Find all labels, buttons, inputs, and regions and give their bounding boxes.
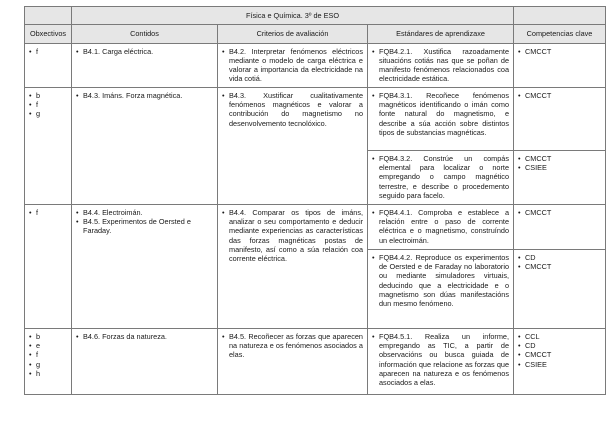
empty-corner-cell: [514, 7, 606, 25]
obxectivo-item: • f: [29, 350, 67, 359]
competencia-item: • CMCCT: [518, 91, 601, 100]
header-criterios: Criterios de avaliación: [218, 25, 368, 43]
estandar-cell: [368, 150, 514, 204]
competencia-item: • CMCCT: [518, 350, 601, 359]
obxectivo-item: • g: [29, 360, 67, 369]
contidos-cell: [72, 43, 218, 87]
competencias-cell: [514, 204, 606, 249]
criterio-item: • B4.5. Recoñecer as forzas que aparecen na natureza e os fenómenos asociados a elas.: [222, 332, 363, 360]
obxectivo-item: • b: [29, 332, 67, 341]
contido-item: • B4.5. Experimentos de Oersted e Faraday.: [76, 217, 213, 236]
competencia-item: • CMCCT: [518, 208, 601, 217]
competencias-cell: [514, 328, 606, 394]
table-row: [25, 204, 606, 249]
estandar-item: • FQB4.5.1. Realiza un informe, empregando as TIC, a partir de observacións ou busca guiada de información que relacione as forzas que aparecen na natureza e os fenómenos asociados a elas.: [372, 332, 509, 388]
estandar-item: • FQB4.3.1. Recoñece fenómenos magnéticos identificando o imán como fonte natural do magnetismo, e describe a súa acción sobre distintos tipos de substancias magnéticas.: [372, 91, 509, 137]
estandar-cell: [368, 204, 514, 249]
empty-corner-cell: [25, 7, 72, 25]
competencia-item: • CSIEE: [518, 360, 601, 369]
contido-item: • B4.3. Imáns. Forza magnética.: [76, 91, 213, 100]
contido-item: • B4.4. Electroimán.: [76, 208, 213, 217]
obxectivo-item: • b: [29, 91, 67, 100]
criterio-item: • B4.3. Xustificar cualitativamente fenómenos magnéticos e valorar a contribución do magnetismo no desenvolvemento tecnolóxico.: [222, 91, 363, 128]
header-obxectivos: Obxectivos: [25, 25, 72, 43]
competencias-cell: [514, 249, 606, 328]
table-title: Física e Química. 3º de ESO: [72, 7, 514, 25]
criterio-cell: [218, 204, 368, 328]
criterio-cell: [218, 87, 368, 204]
table-row: [25, 328, 606, 394]
contidos-cell: [72, 328, 218, 394]
competencia-item: • CSIEE: [518, 163, 601, 172]
curriculum-table: [24, 6, 606, 395]
estandar-item: • FQB4.3.2. Constrúe un compás elemental para localizar o norte empregando o campo magnético terrestre, e describe o procedemento seguido para facelo.: [372, 154, 509, 200]
competencia-item: • CCL: [518, 332, 601, 341]
obxectivo-item: • h: [29, 369, 67, 378]
competencia-item: • CD: [518, 341, 601, 350]
obxectivo-item: • g: [29, 109, 67, 118]
contido-item: • B4.1. Carga eléctrica.: [76, 47, 213, 56]
contidos-cell: [72, 204, 218, 328]
estandar-cell: [368, 328, 514, 394]
header-contidos: Contidos: [72, 25, 218, 43]
criterio-cell: [218, 43, 368, 87]
criterio-item: • B4.4. Comparar os tipos de imáns, analizar o seu comportamento e deducir mediante experiencias as características das forzas magnéticas postas de manifesto, así como a súa relación coa corrente eléctrica.: [222, 208, 363, 264]
contido-item: • B4.6. Forzas da natureza.: [76, 332, 213, 341]
estandar-item: • FQB4.4.1. Comproba e establece a relación entre o paso de corrente eléctrica e o magnetismo, construíndo un electroimán.: [372, 208, 509, 245]
estandar-cell: [368, 43, 514, 87]
obxectivos-cell: [25, 328, 72, 394]
obxectivo-item: • f: [29, 208, 67, 217]
competencia-item: • CMCCT: [518, 262, 601, 271]
obxectivo-item: • f: [29, 100, 67, 109]
criterio-cell: [218, 328, 368, 394]
competencia-item: • CMCCT: [518, 154, 601, 163]
competencia-item: • CD: [518, 253, 601, 262]
estandar-cell: [368, 87, 514, 150]
contidos-cell: [72, 87, 218, 204]
obxectivos-cell: [25, 43, 72, 87]
criterio-item: • B4.2. Interpretar fenómenos eléctricos mediante o modelo de carga eléctrica e valorar a importancia da electricidade na vida cotiá.: [222, 47, 363, 84]
title-row: [25, 7, 606, 25]
header-row: [25, 25, 606, 43]
obxectivos-cell: [25, 204, 72, 328]
obxectivos-cell: [25, 87, 72, 204]
obxectivo-item: • f: [29, 47, 67, 56]
obxectivo-item: • e: [29, 341, 67, 350]
competencias-cell: [514, 87, 606, 150]
estandar-cell: [368, 249, 514, 328]
table-row: [25, 87, 606, 150]
competencia-item: • CMCCT: [518, 47, 601, 56]
table-row: [25, 43, 606, 87]
competencias-cell: [514, 43, 606, 87]
header-estandares: Estándares de aprendizaxe: [368, 25, 514, 43]
header-competencias: Competencias clave: [514, 25, 606, 43]
estandar-item: • FQB4.2.1. Xustifica razoadamente situacións cotiás nas que se poñan de manifesto fenómenos relacionados coa electricidade estática.: [372, 47, 509, 84]
competencias-cell: [514, 150, 606, 204]
estandar-item: • FQB4.4.2. Reproduce os experimentos de Oersted e de Faraday no laboratorio ou mediante simuladores virtuais, deducindo que a electricidade e o magnetismo son dúas manifestacións dun mesmo fenómeno.: [372, 253, 509, 309]
